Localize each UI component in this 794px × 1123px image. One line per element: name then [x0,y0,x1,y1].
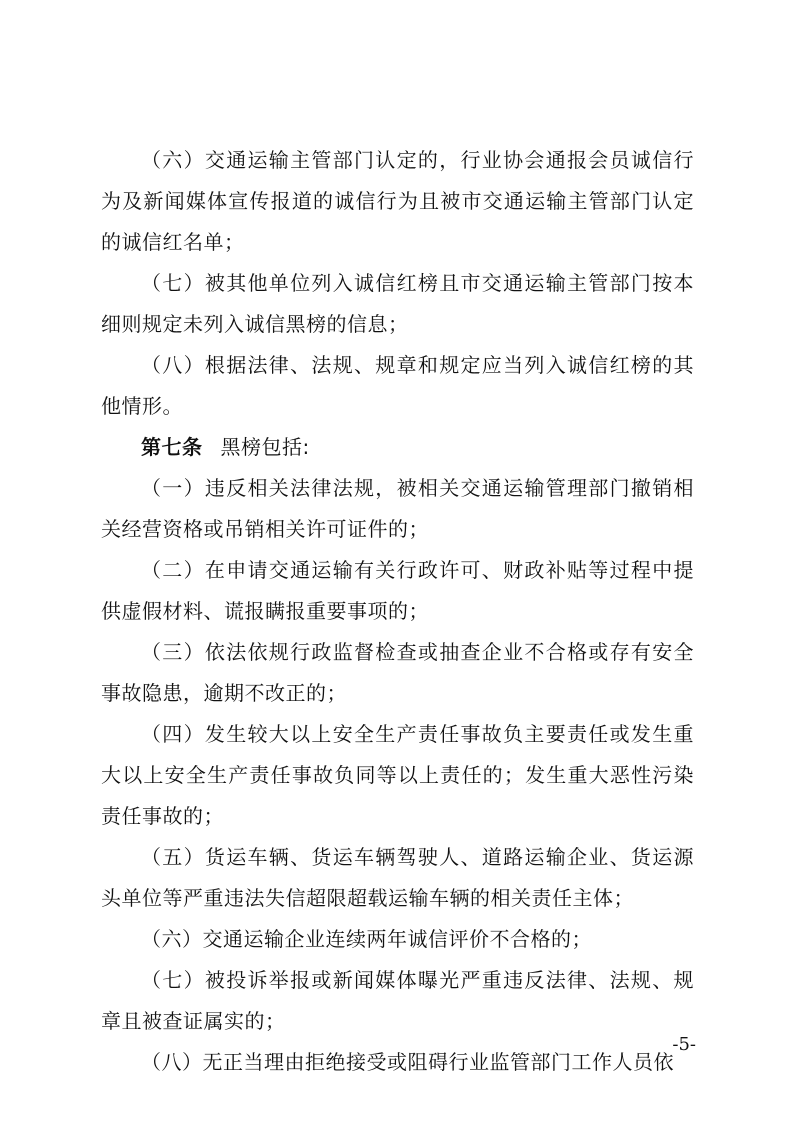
article-7-heading-paragraph [101,427,694,468]
black-list-item-7: （七）被投诉举报或新闻媒体曝光严重违反法律、法规、规章且被查证属实的； [101,968,694,1033]
red-list-item-6: （六）交通运输主管部门认定的，行业协会通报会员诚信行为及新闻媒体宣传报道的诚信行为且被市交通运输主管部门认定的诚信红名单； [101,148,694,254]
document-body [101,140,694,1083]
article-title: 黑榜包括: [220,435,310,459]
black-list-item-1: （一）违反相关法律法规，被相关交通运输管理部门撤销相关经营资格或吊销相关许可证件的； [101,476,694,541]
black-list-item-2: （二）在申请交通运输有关行政许可、财政补贴等过程中提供虚假材料、谎报瞒报重要事项的； [101,558,694,623]
red-list-item-8: （八）根据法律、法规、规章和规定应当列入诚信红榜的其他情形。 [101,353,694,418]
article-number: 第七条 [141,435,203,459]
black-list-item-5: （五）货运车辆、货运车辆驾驶人、道路运输企业、货运源头单位等严重违法失信超限超载运输车辆的相关责任主体； [101,845,694,910]
black-list-item-8: （八）无正当理由拒绝接受或阻碍行业监管部门工作人员依 [141,1050,674,1074]
red-list-item-7: （七）被其他单位列入诚信红榜且市交通运输主管部门按本细则规定未列入诚信黑榜的信息； [101,271,694,336]
black-list-item-3: （三）依法依规行政监督检查或抽查企业不合格或存有安全事故隐患，逾期不改正的； [101,640,694,705]
page-number: -5- [672,1034,696,1055]
black-list-item-4: （四）发生较大以上安全生产责任事故负主要责任或发生重大以上安全生产责任事故负同等以上责任的；发生重大恶性污染责任事故的； [101,722,694,828]
black-list-item-6: （六）交通运输企业连续两年诚信评价不合格的； [141,927,592,951]
